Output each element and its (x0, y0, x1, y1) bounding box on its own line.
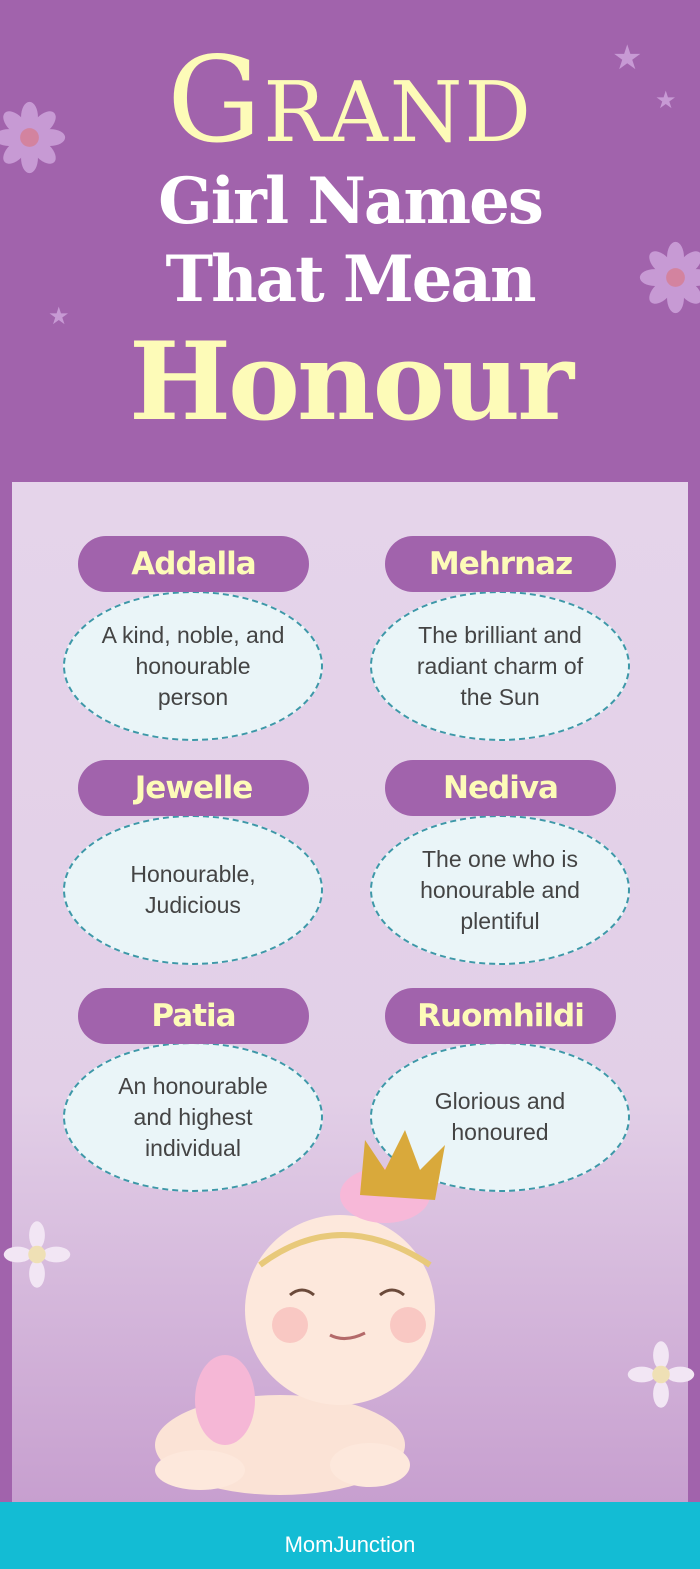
meaning: Glorious and honoured (370, 1042, 630, 1192)
momjunction-logo[interactable]: MomJunction (284, 1532, 416, 1557)
meaning: Honourable, Judicious (63, 815, 323, 965)
title-line2: Girl Names (158, 164, 542, 239)
name-label: Addalla (78, 536, 309, 592)
title-grand: Grand (167, 31, 533, 169)
star-icon: ★ (48, 303, 70, 330)
meaning: The one who is honourable and plentiful (370, 815, 630, 965)
baby-illustration (140, 1115, 480, 1505)
meaning: An honourable and highest individual (63, 1042, 323, 1192)
flower-icon (626, 1332, 696, 1417)
title-honour: Honour (128, 319, 572, 445)
name-label: Ruomhildi (385, 988, 616, 1044)
star-icon: ★ (612, 39, 643, 77)
name-label: Mehrnaz (385, 536, 616, 592)
name-label: Nediva (385, 760, 616, 816)
name-label: Patia (78, 988, 309, 1044)
meaning: The brilliant and radiant charm of the Sun (370, 591, 630, 741)
footer (0, 1502, 700, 1569)
name-label: Jewelle (78, 760, 309, 816)
meaning: A kind, noble, and honourable person (63, 591, 323, 741)
title-line3: That Mean (165, 242, 535, 317)
star-icon: ★ (655, 87, 677, 114)
flower-icon (2, 1212, 72, 1297)
